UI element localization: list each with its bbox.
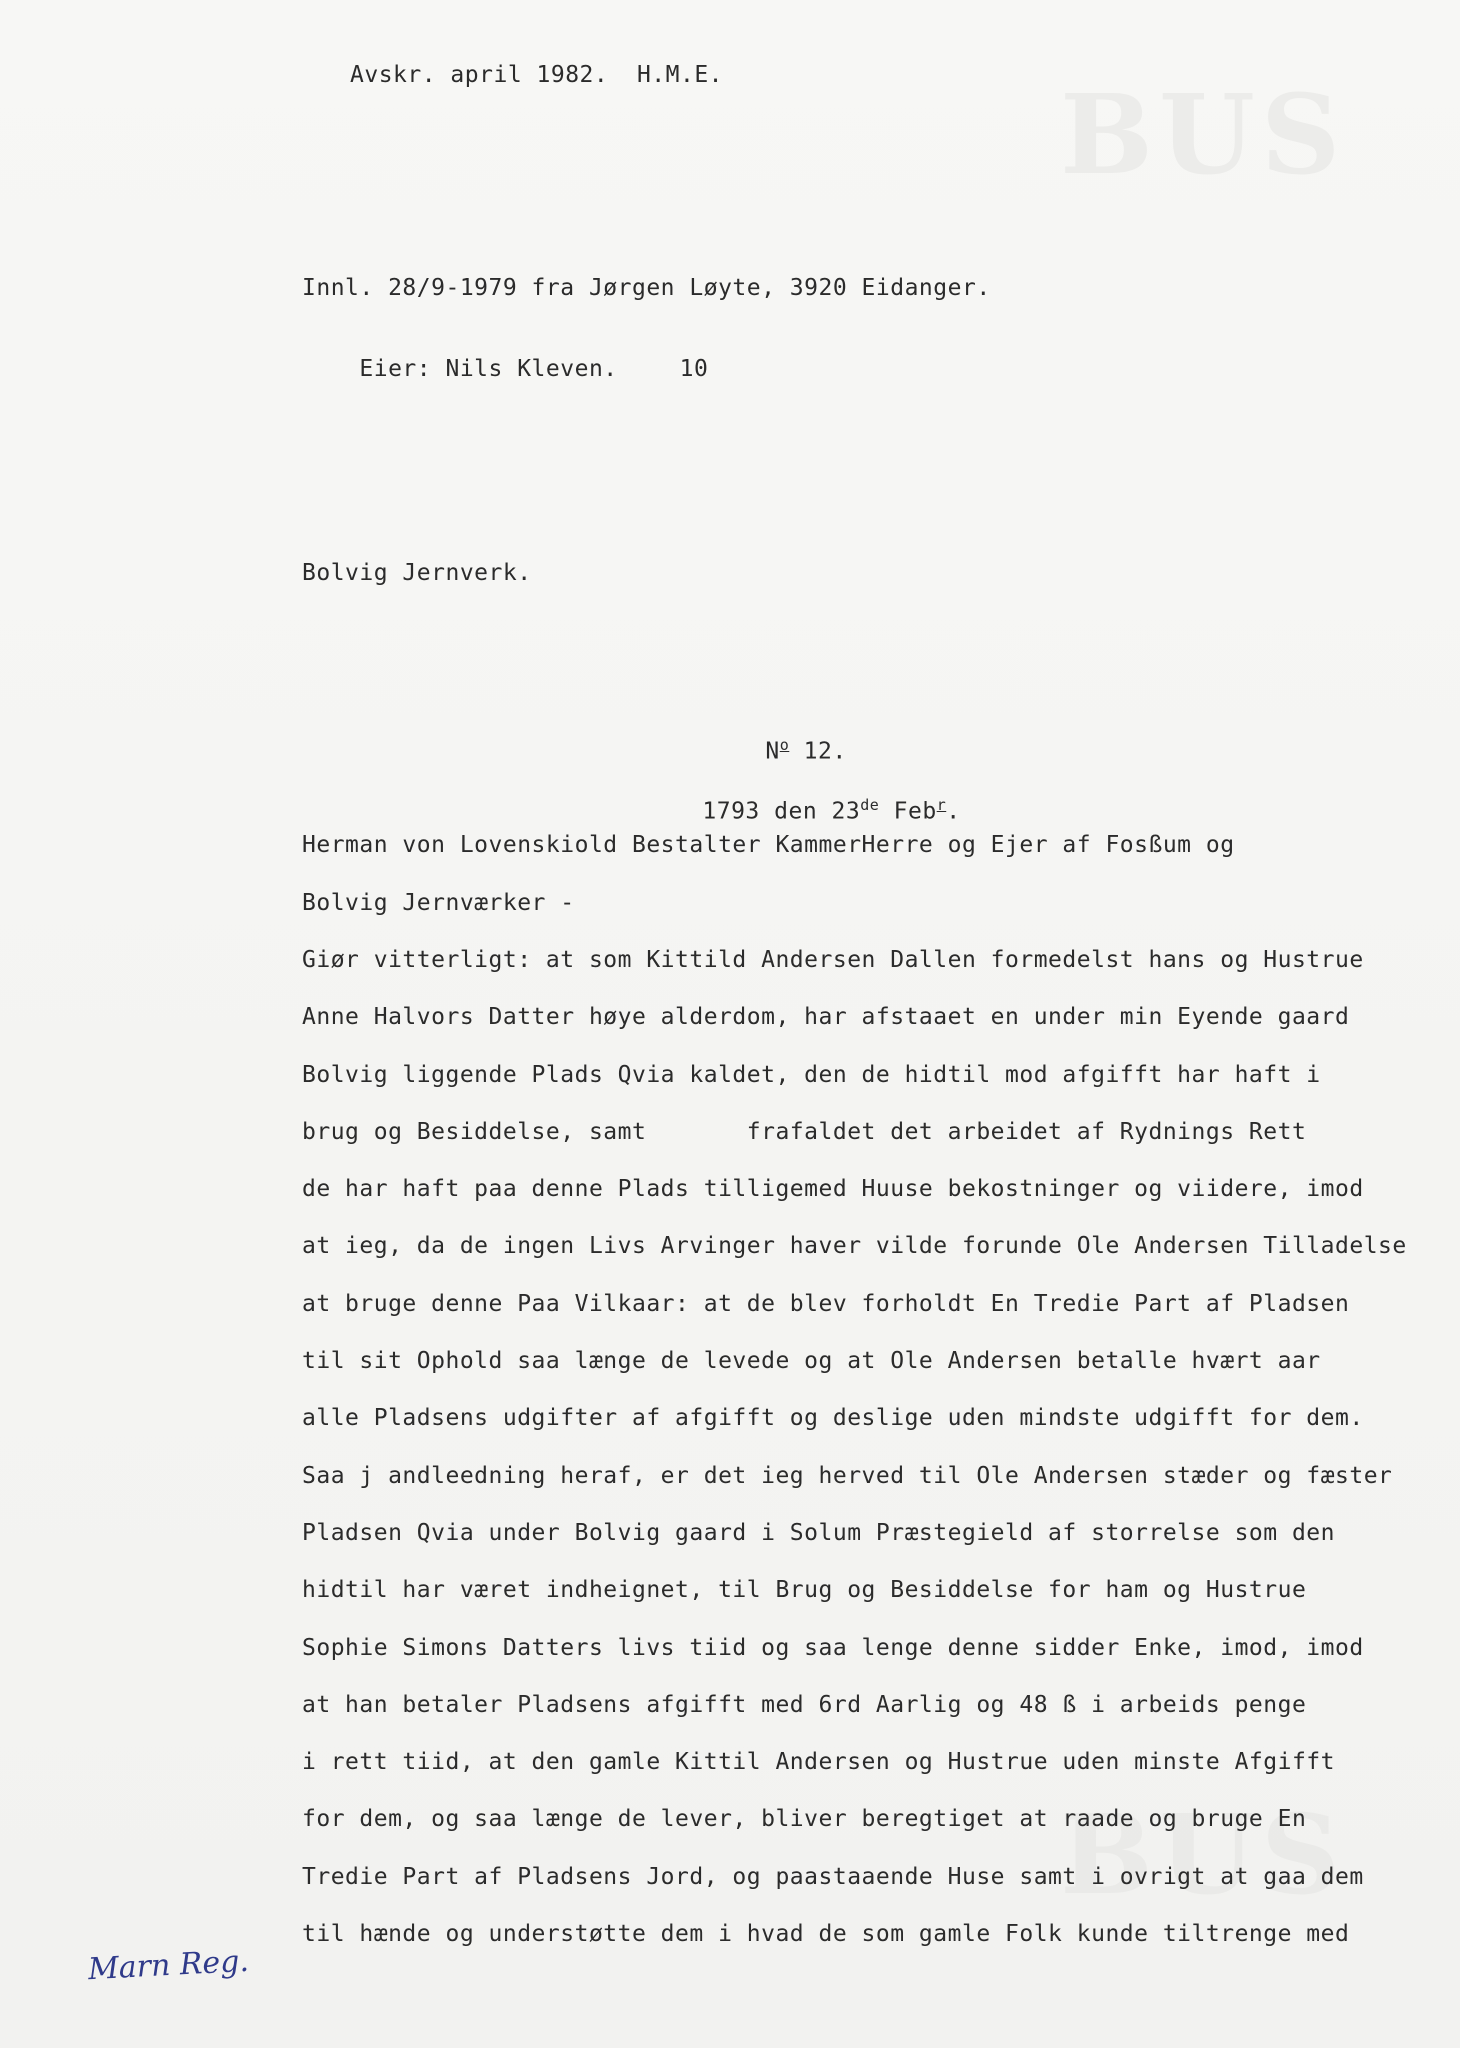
body-line: alle Pladsens udgifter af afgifft og deslige uden mindste udgifft for dem. (302, 1405, 1364, 1431)
date-end: . (946, 798, 961, 825)
number-prefix: N (765, 738, 780, 765)
bleed-through-top: BUS (1060, 70, 1347, 199)
owner-line (302, 330, 708, 408)
number-value: 12. (803, 738, 847, 765)
body-line: at han betaler Pladsens afgifft med 6rd Aarlig og 48 ß i arbeids penge (302, 1692, 1307, 1718)
body-line: til hænde og understøtte dem i hvad de som gamle Folk kunde tiltrenge med (302, 1921, 1350, 1947)
date-sup: de (860, 796, 880, 814)
date-prefix: 1793 den 23 (702, 798, 861, 825)
body-line: Herman von Lovenskiold Bestalter KammerHerre og Ejer af Fosßum og (302, 832, 1235, 858)
handwritten-note: Marn Reg. (87, 1943, 250, 1988)
body-line: Bolvig liggende Plads Qvia kaldet, den de hidtil mod afgifft har haft i (302, 1062, 1321, 1088)
body-line: for dem, og saa længe de lever, bliver beregtiget at raade og bruge En (302, 1806, 1307, 1832)
body-line: Pladsen Qvia under Bolvig gaard i Solum Præstegield af storrelse som den (302, 1520, 1335, 1546)
date-month-sup: r (936, 796, 947, 814)
owner-label: Eier: Nils Kleven. (359, 356, 618, 382)
body-line: Anne Halvors Datter høye alderdom, har afstaaet en under min Eyende gaard (302, 1004, 1350, 1030)
number-sup: o (779, 736, 790, 754)
document-title: Bolvig Jernverk. (302, 560, 532, 586)
body-line: Giør vitterligt: at som Kittild Andersen Dallen formedelst hans og Hustrue (302, 947, 1364, 973)
body-line: Saa j andleedning heraf, er det ieg herved til Ole Andersen stæder og fæster (302, 1463, 1393, 1489)
body-line: brug og Besiddelse, samt frafaldet det arbeidet af Rydnings Rett (302, 1119, 1307, 1145)
body-line: Bolvig Jernværker - (302, 890, 575, 916)
transcription-note: Avskr. april 1982. H.M.E. (350, 62, 724, 88)
body-line: hidtil har været indheignet, til Brug og Besiddelse for ham og Hustrue (302, 1577, 1307, 1603)
bleed-through-bottom: BUS (1060, 1790, 1347, 1919)
owner-number: 10 (679, 356, 709, 382)
body-line: at bruge denne Paa Vilkaar: at de blev forholdt En Tredie Part af Pladsen (302, 1291, 1350, 1317)
body-line: de har haft paa denne Plads tilligemed Huuse bekostninger og viidere, imod (302, 1176, 1364, 1202)
body-line: Tredie Part af Pladsens Jord, og paastaaende Huse samt i ovrigt at gaa dem (302, 1864, 1364, 1890)
date-month: Feb (893, 798, 937, 825)
body-line: til sit Ophold saa længe de levede og at Ole Andersen betalle hvært aar (302, 1348, 1321, 1374)
body-line: Sophie Simons Datters livs tiid og saa lenge denne sidder Enke, imod, imod (302, 1635, 1364, 1661)
body-line: i rett tiid, at den gamle Kittil Andersen og Hustrue uden minste Afgifft (302, 1749, 1335, 1775)
received-line: Innl. 28/9-1979 fra Jørgen Løyte, 3920 Eidanger. (302, 275, 991, 301)
body-line: at ieg, da de ingen Livs Arvinger haver vilde forunde Ole Andersen Tilladelse (302, 1233, 1407, 1259)
